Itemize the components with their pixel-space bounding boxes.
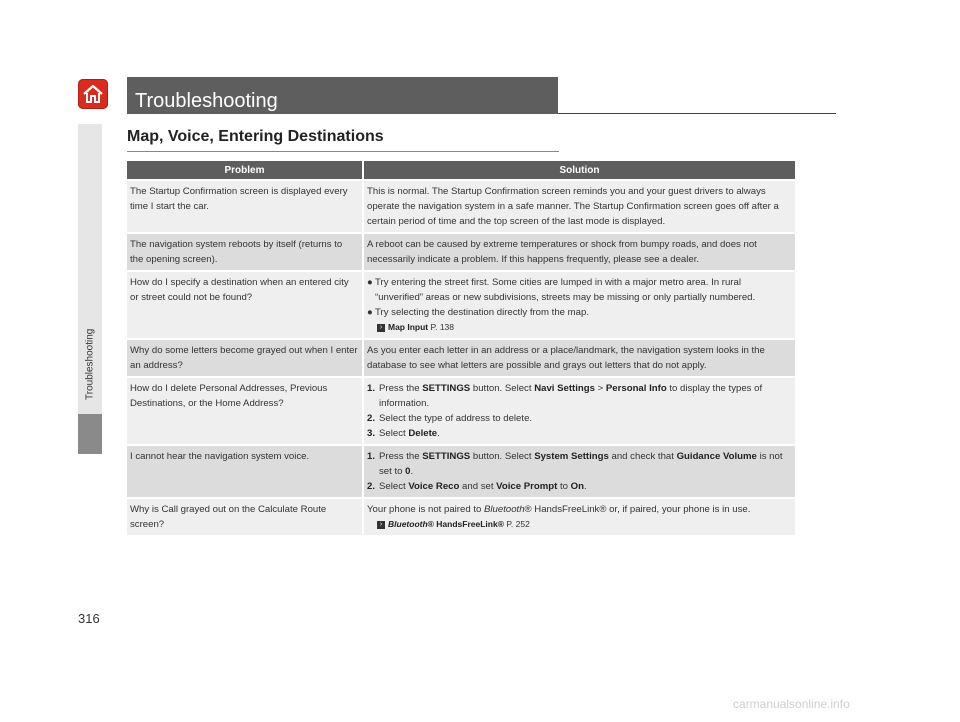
page-title: Troubleshooting (127, 77, 558, 114)
problem-cell: How do I delete Personal Addresses, Previous Destinations, or the Home Address? (127, 377, 363, 445)
problem-cell: I cannot hear the navigation system voice. (127, 445, 363, 498)
step-text: Select Delete. (379, 428, 440, 439)
reference-arrow-icon: › (377, 521, 385, 529)
step-text: Press the SETTINGS button. Select System Settings and check that Guidance Volume is not set to 0. (379, 451, 783, 477)
table-row (127, 498, 795, 535)
solution-text: Your phone is not paired to Bluetooth® HandsFreeLink® or, if paired, your phone is in use. (367, 504, 751, 515)
bullet-item (367, 275, 791, 305)
reference-link[interactable]: Bluetooth® HandsFreeLink® (388, 519, 504, 529)
step-number: 1. (367, 451, 376, 462)
cross-reference[interactable] (367, 517, 791, 532)
header-problem: Problem (127, 161, 363, 180)
page-number: 316 (78, 611, 100, 626)
table-row (127, 271, 795, 339)
side-index (78, 124, 102, 432)
solution-cell: As you enter each letter in an address or a place/landmark, the navigation system looks in the database to see what letters are possible and grays out letters that do not apply. (363, 339, 795, 377)
step-item (367, 426, 791, 441)
reference-page: P. 138 (430, 322, 454, 332)
problem-cell: Why do some letters become grayed out when I enter an address? (127, 339, 363, 377)
table-row (127, 339, 795, 377)
bullet-text: Try selecting the destination directly from the map. (375, 307, 589, 318)
watermark: carmanualsonline.info (733, 697, 850, 711)
table-header (127, 161, 795, 180)
problem-cell: The Startup Confirmation screen is displayed every time I start the car. (127, 180, 363, 233)
solution-cell (363, 498, 795, 535)
solution-cell (363, 377, 795, 445)
step-number: 2. (367, 413, 376, 424)
cross-reference[interactable] (367, 320, 791, 335)
step-item (367, 381, 791, 411)
solution-cell: A reboot can be caused by extreme temperatures or shock from bumpy roads, and does not necessarily indicate a problem. If this happens frequently, please see a dealer. (363, 233, 795, 271)
problem-cell: Why is Call grayed out on the Calculate Route screen? (127, 498, 363, 535)
reference-page: P. 252 (506, 519, 530, 529)
title-rule (558, 113, 836, 114)
header-solution: Solution (363, 161, 795, 180)
table-row (127, 445, 795, 498)
step-text: Select the type of address to delete. (379, 413, 533, 424)
step-item (367, 479, 791, 494)
troubleshooting-table (127, 161, 795, 535)
side-index-label: Troubleshooting (84, 328, 96, 400)
home-button[interactable] (78, 79, 108, 109)
section-title: Map, Voice, Entering Destinations (127, 128, 384, 145)
problem-cell: How do I specify a destination when an entered city or street could not be found? (127, 271, 363, 339)
step-number: 3. (367, 428, 376, 439)
problem-cell: The navigation system reboots by itself (returns to the opening screen). (127, 233, 363, 271)
step-item (367, 411, 791, 426)
side-index-tab[interactable] (78, 414, 102, 454)
bullet-item (367, 305, 791, 320)
step-number: 2. (367, 481, 376, 492)
bullet-icon: ● (367, 277, 373, 288)
bullet-icon: ● (367, 307, 373, 318)
reference-arrow-icon: › (377, 324, 385, 332)
step-text: Press the SETTINGS button. Select Navi Settings > Personal Info to display the types of information. (379, 383, 763, 409)
step-number: 1. (367, 383, 376, 394)
solution-cell (363, 445, 795, 498)
solution-cell: This is normal. The Startup Confirmation screen reminds you and your guest drivers to always operate the navigation system in a safe manner. The Startup Confirmation screen goes off after a certain period of time and the top screen of the last mode is displayed. (363, 180, 795, 233)
solution-cell (363, 271, 795, 339)
section-rule (127, 151, 559, 152)
step-item (367, 449, 791, 479)
table-row (127, 233, 795, 271)
home-icon (82, 84, 104, 104)
bullet-text: Try entering the street first. Some cities are lumped in with a major metro area. In rural “unverified” areas or new subdivisions, streets may be missing or only partially numbered. (375, 277, 756, 303)
reference-link[interactable]: Map Input (388, 322, 429, 332)
step-text: Select Voice Reco and set Voice Prompt to On. (379, 481, 587, 492)
table-row (127, 377, 795, 445)
table-row (127, 180, 795, 233)
